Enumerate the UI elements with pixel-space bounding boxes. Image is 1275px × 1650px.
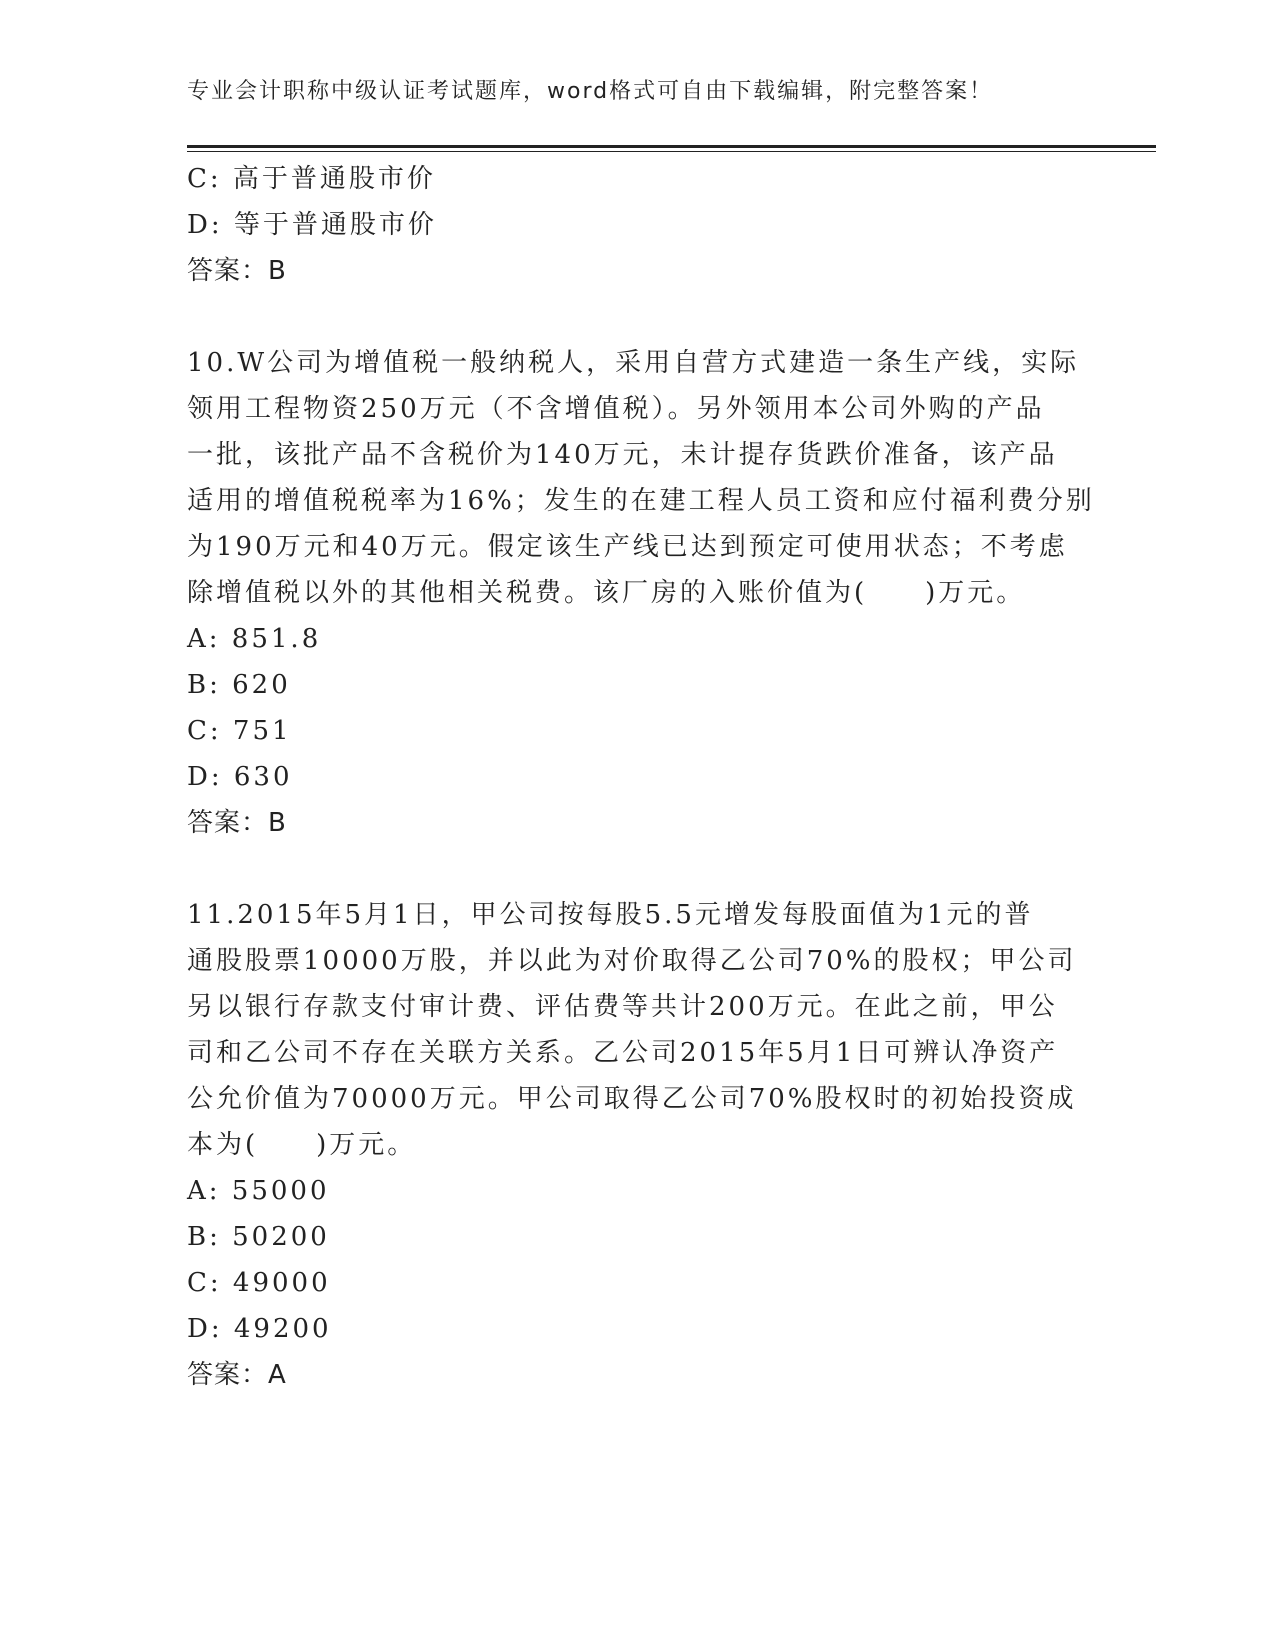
stem-line: 司和乙公司不存在关联方关系。乙公司2015年5月1日可辨认净资产 (187, 1038, 1059, 1068)
stem-line: 领用工程物资250万元（不含增值税）。另外领用本公司外购的产品 (187, 394, 1045, 424)
option-a: A: 55000 (187, 1176, 330, 1206)
option-b: B: 50200 (187, 1222, 330, 1252)
question-11-stem (187, 892, 1087, 1168)
header-rule-thin (187, 151, 1156, 152)
stem-line: 另以银行存款支付审计费、评估费等共计200万元。在此之前，甲公 (187, 992, 1058, 1022)
stem-line: 通股股票10000万股，并以此为对价取得乙公司70%的股权；甲公司 (187, 946, 1077, 976)
option-b: B: 620 (187, 670, 291, 700)
stem-line: 11.2015年5月1日，甲公司按每股5.5元增发每股面值为1元的普 (187, 900, 1034, 930)
stem-line: 本为( )万元。 (187, 1130, 417, 1160)
option-d: D: 630 (187, 762, 293, 792)
option-c: C: 高于普通股市价 (187, 164, 436, 194)
option-a: A: 851.8 (187, 624, 322, 654)
option-d: D: 49200 (187, 1314, 332, 1344)
answer-label: 答案：B (187, 256, 287, 286)
spacer (187, 294, 1087, 340)
header-rule-thick (187, 145, 1156, 148)
stem-line: 一批，该批产品不含税价为140万元，未计提存货跌价准备，该产品 (187, 440, 1058, 470)
option-c: C: 751 (187, 716, 292, 746)
stem-line: 为190万元和40万元。假定该生产线已达到预定可使用状态；不考虑 (187, 532, 1068, 562)
page-header: 专业会计职称中级认证考试题库，word格式可自由下载编辑，附完整答案！ (187, 79, 994, 104)
stem-line: 10.W公司为增值税一般纳税人，采用自营方式建造一条生产线，实际 (187, 348, 1080, 378)
stem-line: 适用的增值税税率为16%；发生的在建工程人员工资和应付福利费分别 (187, 486, 1095, 516)
spacer (187, 846, 1087, 892)
option-c: C: 49000 (187, 1268, 331, 1298)
stem-line: 公允价值为70000万元。甲公司取得乙公司70%股权时的初始投资成 (187, 1084, 1077, 1114)
stem-line: 除增值税以外的其他相关税费。该厂房的入账价值为( )万元。 (187, 578, 1026, 608)
option-d: D: 等于普通股市价 (187, 210, 437, 240)
question-10-stem (187, 340, 1095, 616)
answer-label: 答案：B (187, 808, 287, 838)
answer-label: 答案：A (187, 1360, 287, 1390)
question-content (187, 156, 1095, 1398)
